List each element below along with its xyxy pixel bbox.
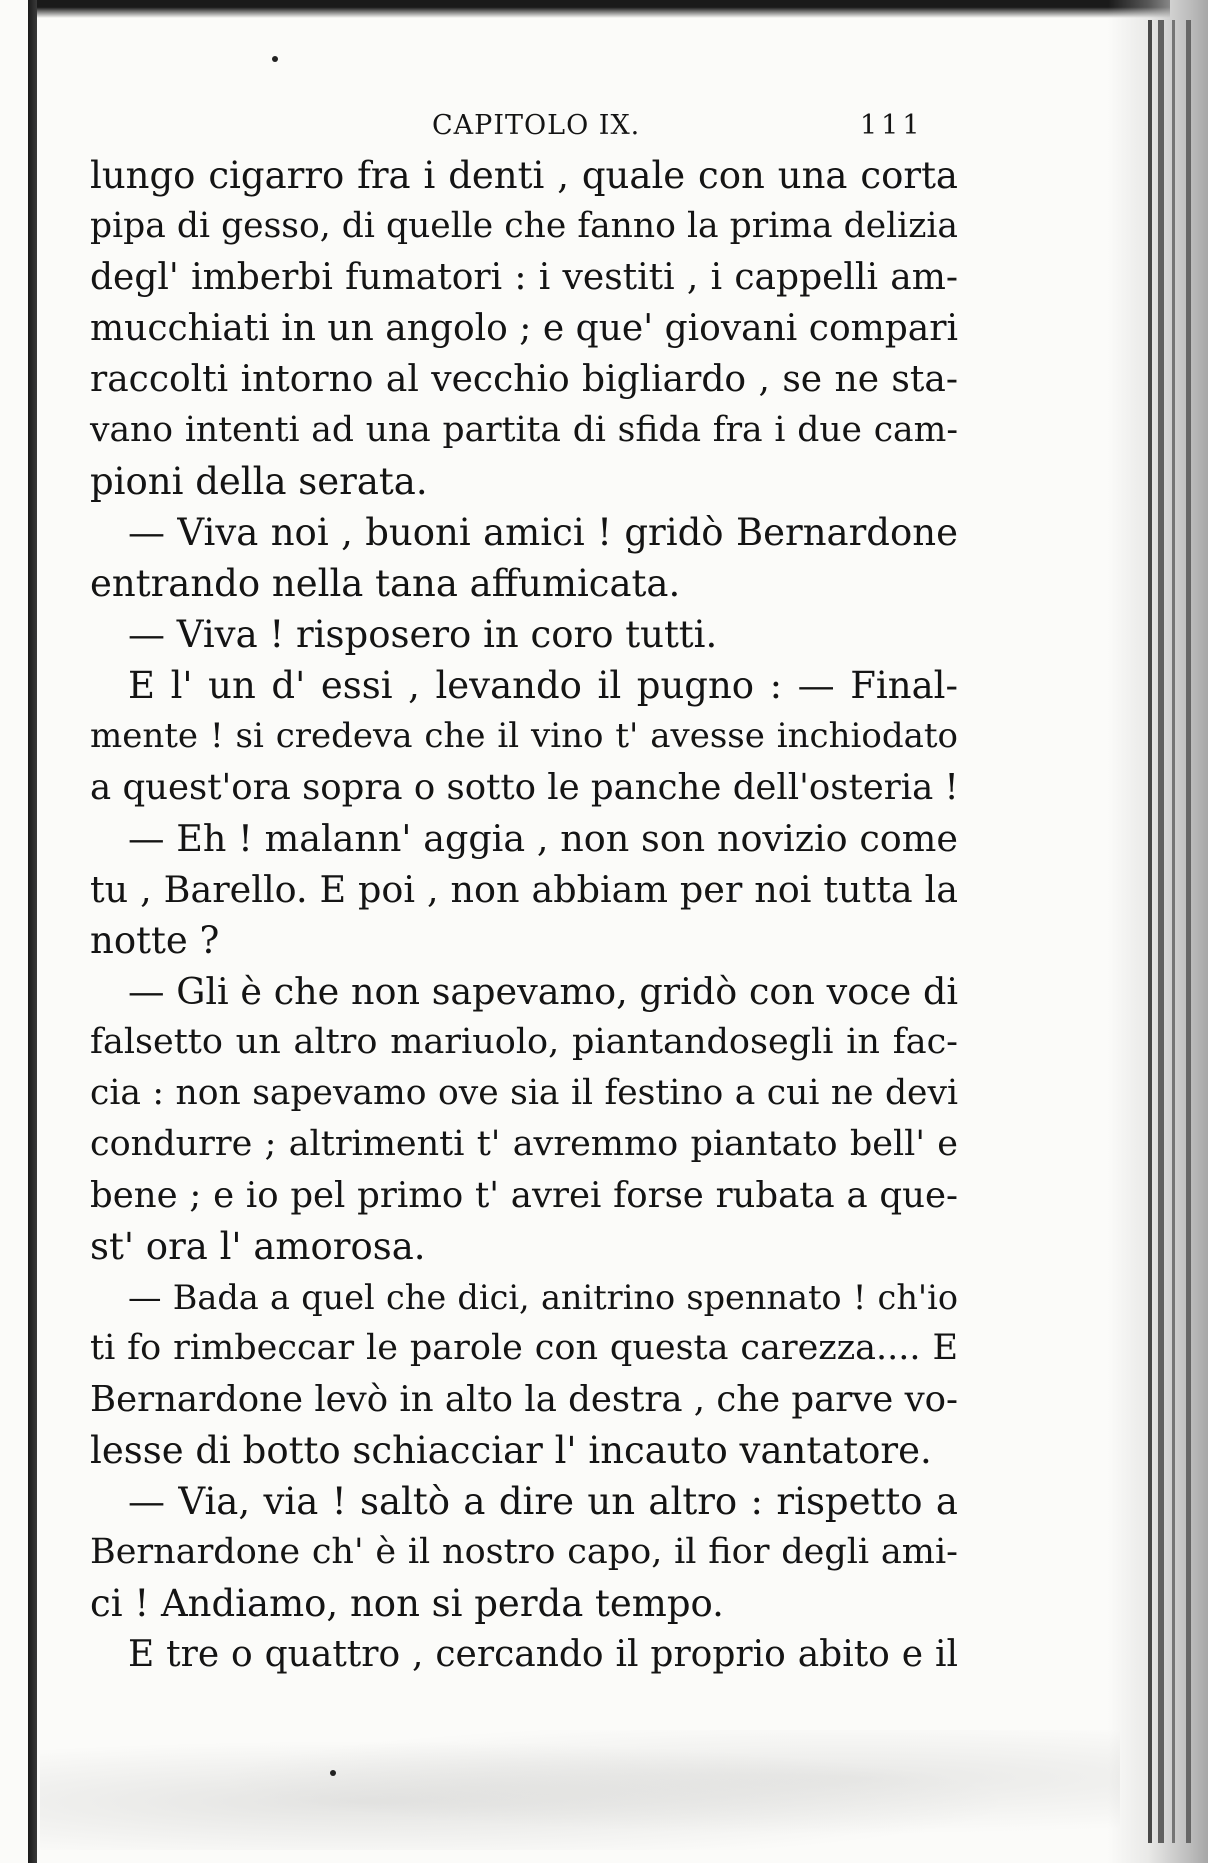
- text-line: tu , Barello. E poi , non abbiam per noi tutta la: [90, 868, 958, 911]
- text-line: mucchiati in un angolo ; e que' giovani compari: [90, 308, 958, 349]
- text-line: ci ! Andiamo, non si perda tempo.: [90, 1582, 724, 1625]
- text-line: Bernardone levò in alto la destra , che parve vo-: [90, 1379, 959, 1420]
- text-line: vano intenti ad una partita di sfida fra i due cam-: [90, 410, 958, 450]
- text-line: pioni della serata.: [90, 460, 428, 503]
- scan-top-edge: [30, 0, 1170, 18]
- text-line: cia : non sapevamo ove sia il festino a cui ne devi: [90, 1073, 958, 1113]
- ink-speck: [272, 56, 278, 62]
- scan-noise: [40, 1730, 1120, 1850]
- text-line: lesse di botto schiacciar l' incauto vantatore.: [90, 1429, 932, 1472]
- text-line: degl' imberbi fumatori : i vestiti , i cappelli am-: [90, 257, 958, 298]
- text-line: lungo cigarro fra i denti , quale con una corta: [90, 154, 958, 197]
- text-line: a quest'ora sopra o sotto le panche dell'osteria !: [90, 767, 959, 808]
- text-line: — Viva noi , buoni amici ! gridò Bernardone: [128, 511, 958, 554]
- text-line: bene ; e io pel primo t' avrei forse rubata a que-: [90, 1175, 958, 1216]
- text-line: E tre o quattro , cercando il proprio abito e il: [128, 1634, 958, 1675]
- text-line: st' ora l' amorosa.: [90, 1225, 426, 1268]
- binding-gutter-line: [1172, 20, 1175, 1843]
- text-line: pipa di gesso, di quelle che fanno la prima delizia: [90, 206, 958, 246]
- text-line: mente ! si credeva che il vino t' avesse inchiodato: [90, 716, 958, 756]
- text-line: ti fo rimbeccar le parole con questa carezza.... E: [90, 1328, 958, 1368]
- text-line: entrando nella tana affumicata.: [90, 562, 681, 605]
- text-line: — Via, via ! saltò a dire un altro : rispetto a: [128, 1480, 958, 1523]
- text-line: Bernardone ch' è il nostro capo, il fior degli ami-: [90, 1532, 958, 1572]
- running-head: CAPITOLO IX.: [432, 110, 641, 141]
- text-line: — Eh ! malann' aggia , non son novizio come: [128, 817, 958, 860]
- text-line: condurre ; altrimenti t' avremmo piantato bell' e: [90, 1124, 958, 1164]
- binding-gutter-line: [1186, 20, 1191, 1843]
- page-number: 111: [860, 110, 924, 141]
- text-line: raccolti intorno al vecchio bigliardo , se ne sta-: [90, 359, 958, 400]
- text-line: — Bada a quel che dici, anitrino spennato ! ch'io: [128, 1278, 958, 1317]
- binding-gutter-line: [1158, 20, 1164, 1843]
- scan-left-edge: [28, 0, 37, 1863]
- ink-speck: [330, 1770, 336, 1776]
- text-line: falsetto un altro mariuolo, piantandosegli in fac-: [90, 1022, 958, 1062]
- text-line: E l' un d' essi , levando il pugno : — Final-: [128, 664, 958, 707]
- text-line: — Gli è che non sapevamo, gridò con voce di: [128, 970, 958, 1013]
- body-text: [90, 150, 958, 1680]
- binding-gutter-line: [1148, 20, 1152, 1843]
- text-line: notte ?: [90, 919, 220, 962]
- text-line: — Viva ! risposero in coro tutti.: [128, 613, 718, 656]
- page-header: [90, 104, 950, 148]
